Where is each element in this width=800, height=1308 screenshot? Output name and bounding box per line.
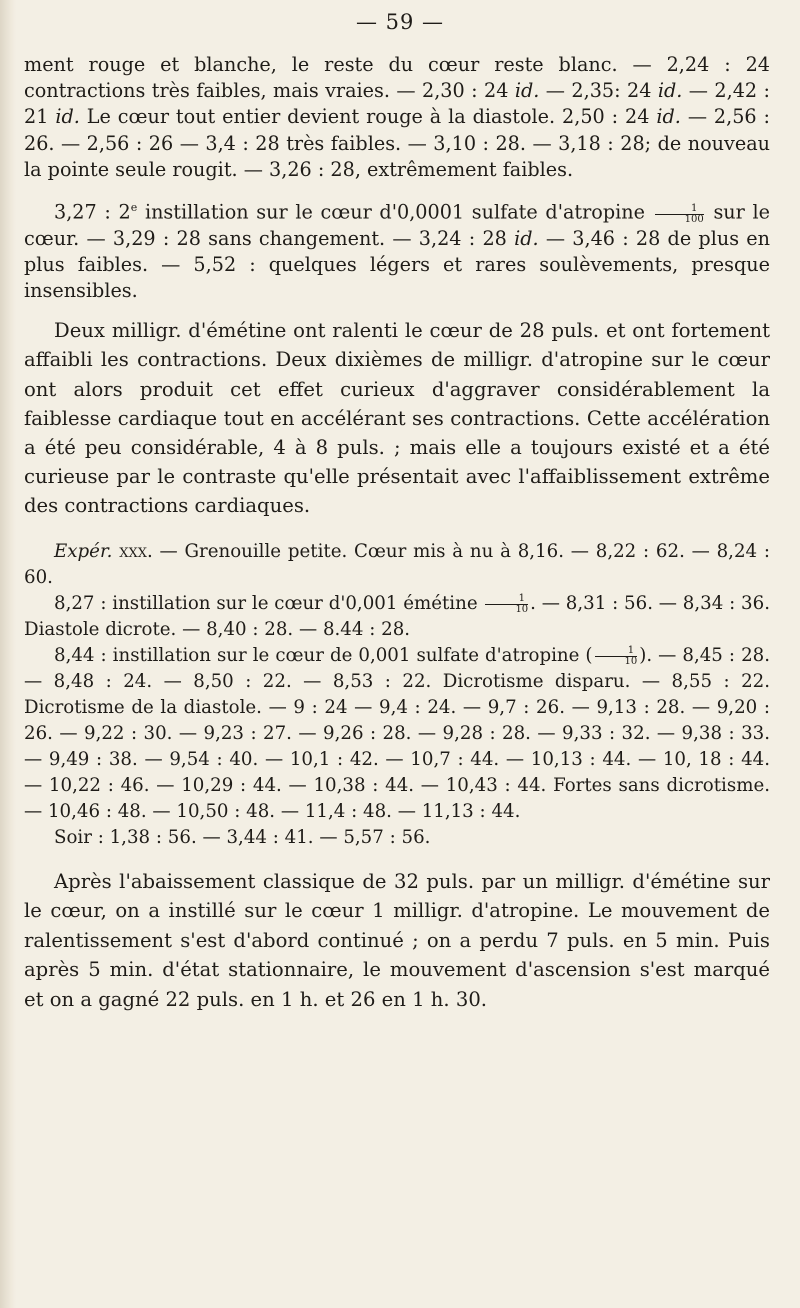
fraction bbox=[655, 204, 704, 225]
text-run-italic: id. bbox=[656, 105, 681, 129]
text-run-italic: id. bbox=[55, 105, 80, 129]
paragraph-conclusion: Après l'abaissement classique de 32 puls. par un milligr. d'émétine sur le cœur, on a instillé sur le cœur 1 milligr. d'atropine. Le mouvement de ralentissement s'est d'abord continué ; on a perdu 7 puls. en 5 min. Puis après 5 min. d'état stationnaire, le mouvement d'ascension s'est marqué et on a gagné 22 puls. en 1 h. et 26 en 1 h. 30. bbox=[24, 869, 770, 1011]
text-run: instillation sur le cœur d'0,0001 sulfate d'atropine bbox=[137, 200, 653, 224]
experiment-label: Expér. bbox=[54, 540, 113, 562]
text-run: Le cœur tout entier devient rouge à la diastole. 2,50 : 24 bbox=[79, 105, 657, 129]
page-number: — 59 — bbox=[355, 10, 445, 34]
fraction-denominator: 10 bbox=[624, 656, 638, 668]
text-run: ment rouge et blanche, le reste du cœur reste blanc. — 2,24 : 24 contractions très faibles, mais vraies. — 2,30 : 24 bbox=[24, 53, 770, 103]
paragraph-continued bbox=[24, 52, 770, 183]
text-run: — Grenouille petite. Cœur mis à nu à 8,16. — 8,22 : 62. — 8,24 : 60. bbox=[24, 540, 770, 588]
fraction-numerator: 1 bbox=[595, 646, 638, 657]
experiment-evening: Soir : 1,38 : 56. — 3,44 : 41. — 5,57 : 56. bbox=[54, 826, 431, 848]
text-run-italic: id. bbox=[514, 79, 540, 103]
experiment-number: xxx. bbox=[112, 540, 153, 562]
experiment-emetine bbox=[24, 591, 770, 643]
fraction bbox=[595, 646, 638, 667]
fraction bbox=[485, 594, 528, 615]
fraction-denominator: 10 bbox=[515, 604, 529, 616]
paragraph-instillation bbox=[24, 195, 770, 304]
text-run-italic: id. bbox=[514, 226, 539, 250]
text-run: — 3,46 : 28 de plus en plus faibles. — 5,52 : quelques légers et rares soulèvements, presque insensibles. bbox=[24, 226, 770, 303]
fraction-numerator: 1 bbox=[485, 594, 528, 605]
experiment-heading bbox=[24, 539, 770, 591]
paragraph-summary: Deux milligr. d'émétine ont ralenti le cœur de 28 puls. et ont fortement affaibli les contractions. Deux dixièmes de milligr. d'atropine sur le cœur ont alors produit cet effet curieux d'aggraver considérablement la faiblesse cardiaque tout en accélérant ses contractions. Cette accélération a été peu considérable, 4 à 8 puls. ; mais elle a toujours existé et a été curieuse par le contraste qu'elle présentait avec l'affaiblissement extrême des contractions cardiaques. bbox=[24, 319, 770, 518]
text-run: sur le cœur. — 3,29 : 28 sans changement. — 3,24 : 28 bbox=[24, 200, 770, 250]
experiment-atropine bbox=[24, 643, 770, 825]
superscript: e bbox=[130, 201, 138, 215]
text-run: ). — 8,45 : 28. — 8,48 : 24. — 8,50 : 22. — 8,53 : 22. Dicrotisme disparu. — 8,55 : 22. Dicrotisme de la diastole. — 9 : 24 — 9,4 : 24. — 9,7 : 26. — 9,13 : 28. — 9,20 : 26. — 9,22 : 30. — 9,23 : 27. — 9,26 : 28. — 9,28 : 28. — 9,33 : 32. — 9,38 : 33. — 9,49 : 38. — 9,54 : 40. — 10,1 : 42. — 10,7 : 44. — 10,13 : 44. — 10, 18 : 44. — 10,22 : 46. — 10,29 : 44. — 10,38 : 44. — 10,43 : 44. Fortes sans dicrotisme. — 10,46 : 48. — 10,50 : 48. — 11,4 : 48. — 11,13 : 44. bbox=[24, 644, 770, 822]
text-run-italic: id. bbox=[657, 79, 683, 103]
text-run: . — 8,31 : 56. — 8,34 : 36. Diastole dicrote. — 8,40 : 28. — 8.44 : 28. bbox=[24, 592, 770, 640]
fraction-numerator: 1 bbox=[655, 204, 704, 215]
page-body bbox=[24, 52, 770, 1026]
text-run: — 2,56 : 26. — 2,56 : 26 — 3,4 : 28 très faibles. — 3,10 : 28. — 3,18 : 28; de nouveau la pointe seule rougit. — 3,26 : 28, extrêmement faibles. bbox=[24, 105, 771, 181]
page-gutter-shadow bbox=[0, 0, 16, 1308]
text-run: — 2,42 : 21 bbox=[24, 79, 771, 129]
text-run: 3,27 : 2 bbox=[54, 200, 131, 224]
text-run: 8,44 : instillation sur le cœur de 0,001 sulfate d'atropine ( bbox=[54, 644, 593, 666]
text-run: 8,27 : instillation sur le cœur d'0,001 émétine bbox=[54, 592, 484, 614]
fraction-denominator: 100 bbox=[684, 213, 704, 225]
text-run: — 2,35: 24 bbox=[539, 79, 658, 103]
